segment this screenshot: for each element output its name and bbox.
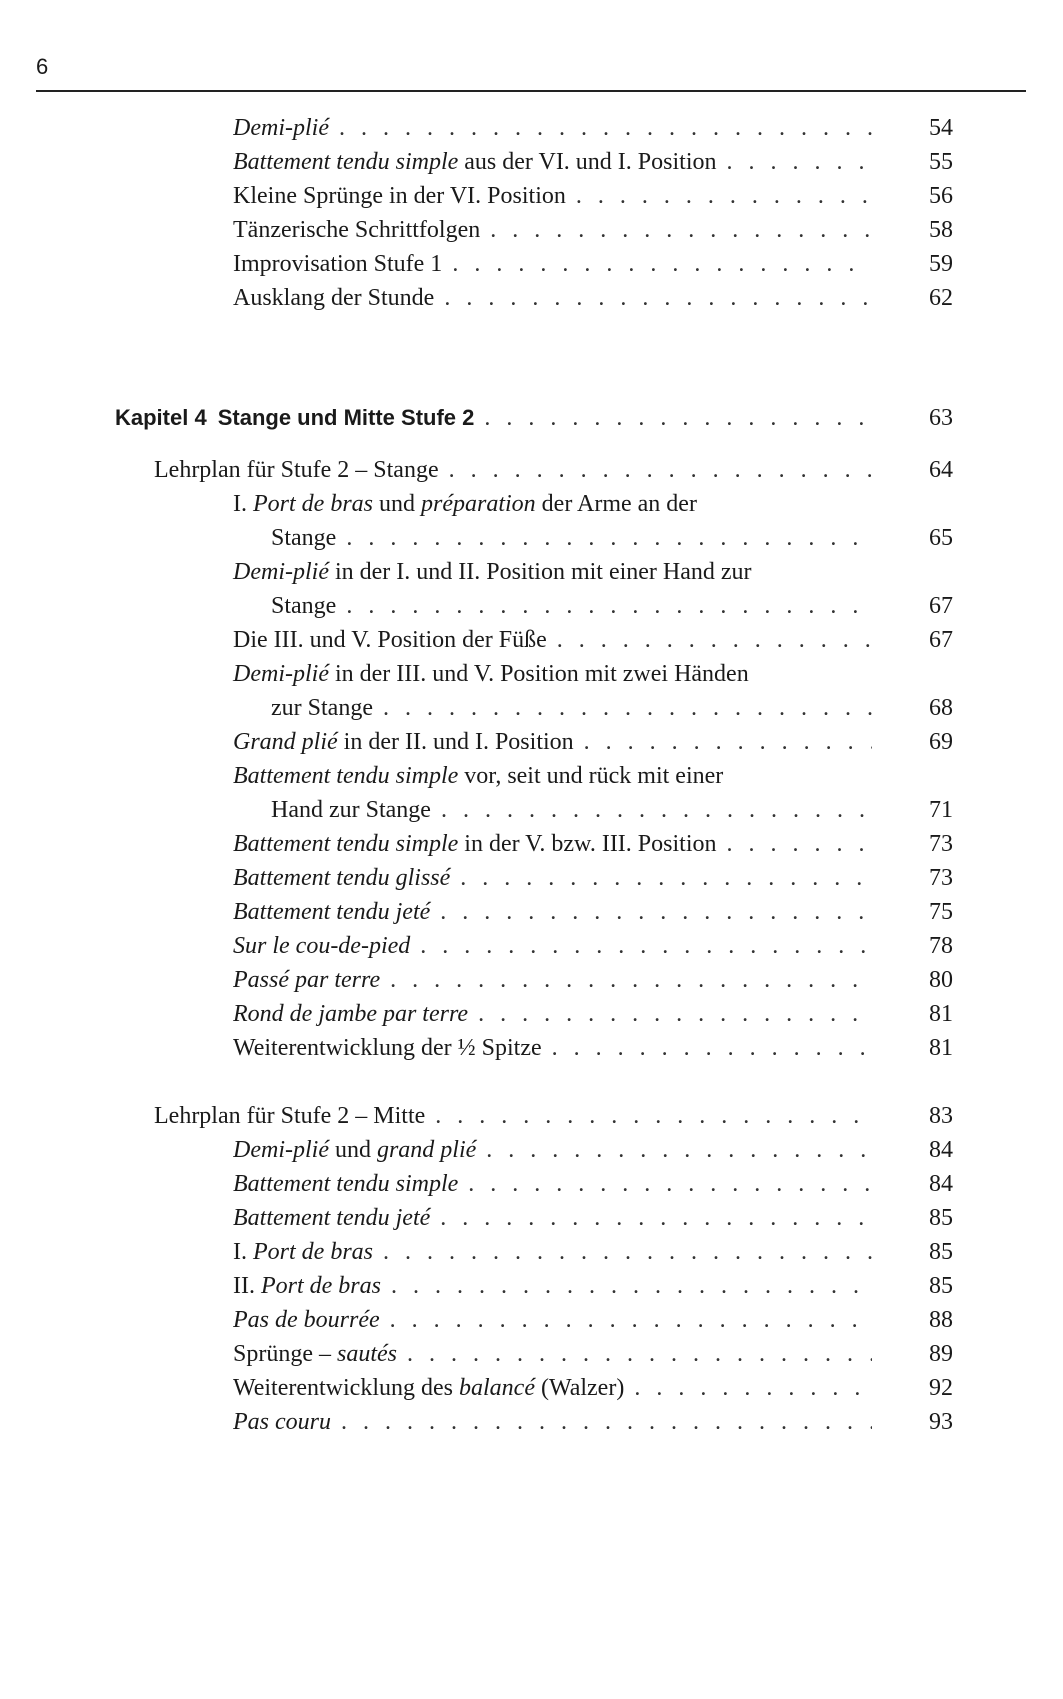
page-ref: 84 (929, 1171, 953, 1197)
page-ref: 58 (929, 217, 953, 243)
page-ref: 65 (929, 525, 953, 551)
leader-dots (478, 996, 872, 1032)
leader-dots (391, 1268, 872, 1304)
leader-dots (584, 724, 872, 760)
toc-entry[interactable]: Stange . . . 65 (0, 520, 1063, 556)
leader-dots (435, 1098, 872, 1134)
page-ref: 62 (929, 285, 953, 311)
leader-dots (390, 962, 872, 998)
leader-dots (420, 928, 872, 964)
leader-dots (490, 212, 872, 248)
toc-entry[interactable]: Battement tendu glissé . . . 73 (0, 860, 1063, 896)
page-ref: 73 (929, 865, 953, 891)
page-ref: 71 (929, 797, 953, 823)
page-ref: 84 (929, 1137, 953, 1163)
page-ref: 69 (929, 729, 953, 755)
leader-dots (576, 178, 872, 214)
toc-entry[interactable]: Stange . . . 67 (0, 588, 1063, 624)
toc-entry[interactable]: Grand plié in der II. und I. Position . . . 69 (0, 724, 1063, 760)
leader-dots (383, 690, 872, 726)
page-ref: 55 (929, 149, 953, 175)
leader-dots (468, 1166, 872, 1202)
leader-dots (346, 520, 872, 556)
leader-dots (727, 826, 873, 862)
page-ref: 67 (929, 627, 953, 653)
page-ref: 89 (929, 1341, 953, 1367)
toc-entry-line: Demi-plié in der I. und II. Position mit einer Hand zur (233, 559, 752, 585)
leader-dots (341, 1404, 872, 1440)
page-ref: 59 (929, 251, 953, 277)
page-ref: 63 (929, 405, 953, 431)
leader-dots (634, 1370, 872, 1406)
toc-entry[interactable]: Demi-plié und grand plié . . . 84 (0, 1132, 1063, 1168)
toc-entry[interactable]: Improvisation Stufe 1 . . . 59 (0, 246, 1063, 282)
toc-entry[interactable]: II. Port de bras . . . 85 (0, 1268, 1063, 1304)
toc-entry[interactable]: Weiterentwicklung der ½ Spitze . . . 81 (0, 1030, 1063, 1066)
chapter-heading[interactable] (0, 400, 1063, 436)
toc-entry[interactable]: zur Stange . . . 68 (0, 690, 1063, 726)
section-heading-mitte[interactable]: Lehrplan für Stufe 2 – Mitte . . . 83 (0, 1098, 1063, 1134)
leader-dots (441, 792, 872, 828)
page-ref: 73 (929, 831, 953, 857)
leader-dots (444, 280, 872, 316)
toc-entry[interactable]: Die III. und V. Position der Füße . . . 67 (0, 622, 1063, 658)
chapter-title: Stange und Mitte Stufe 2 (217, 405, 475, 430)
leader-dots (339, 110, 872, 146)
leader-dots (727, 144, 873, 180)
page-ref: 93 (929, 1409, 953, 1435)
page-ref: 85 (929, 1205, 953, 1231)
leader-dots (452, 246, 872, 282)
leader-dots (390, 1302, 872, 1338)
toc-entry[interactable]: I. Port de bras . . . 85 (0, 1234, 1063, 1270)
toc-entry[interactable]: Pas couru . . . 93 (0, 1404, 1063, 1440)
page-ref: 88 (929, 1307, 953, 1333)
leader-dots (486, 1132, 872, 1168)
page-ref: 78 (929, 933, 953, 959)
leader-dots (383, 1234, 872, 1270)
page-ref: 81 (929, 1035, 953, 1061)
toc-entry[interactable]: Pas de bourrée . . . 88 (0, 1302, 1063, 1338)
toc-entry[interactable]: Battement tendu simple aus der VI. und I. Position . . . 55 (0, 144, 1063, 180)
page-ref: 80 (929, 967, 953, 993)
page-ref: 81 (929, 1001, 953, 1027)
leader-dots (440, 1200, 872, 1236)
toc-entry-line: I. Port de bras und préparation der Arme an der (233, 491, 697, 517)
page-ref: 54 (929, 115, 953, 141)
toc-entry[interactable]: Sprünge – sautés . . . 89 (0, 1336, 1063, 1372)
toc-entry[interactable]: Battement tendu jeté . . . 85 (0, 1200, 1063, 1236)
page-number: 6 (36, 54, 49, 79)
leader-dots (557, 622, 872, 658)
toc-entry[interactable]: Demi-plié . . . 54 (0, 110, 1063, 146)
toc-entry[interactable]: Tänzerische Schrittfolgen . . . 58 (0, 212, 1063, 248)
toc-entry[interactable]: Hand zur Stange . . . 71 (0, 792, 1063, 828)
page-ref: 75 (929, 899, 953, 925)
toc-entry[interactable]: Battement tendu jeté . . . 75 (0, 894, 1063, 930)
leader-dots (460, 860, 872, 896)
toc-entry[interactable]: Ausklang der Stunde . . . 62 (0, 280, 1063, 316)
page-ref: 83 (929, 1103, 953, 1129)
leader-dots (346, 588, 872, 624)
toc-entry[interactable]: Kleine Sprünge in der VI. Position . . . 56 (0, 178, 1063, 214)
page-ref: 68 (929, 695, 953, 721)
toc-entry[interactable]: Battement tendu simple . . . 84 (0, 1166, 1063, 1202)
page-ref: 92 (929, 1375, 953, 1401)
toc-entry[interactable]: Rond de jambe par terre . . . 81 (0, 996, 1063, 1032)
leader-dots (552, 1030, 872, 1066)
page-ref: 56 (929, 183, 953, 209)
toc-entry[interactable]: Battement tendu simple in der V. bzw. III. Position . . . 73 (0, 826, 1063, 862)
leader-dots (449, 452, 872, 488)
leader-dots (407, 1336, 872, 1372)
page-ref: 85 (929, 1273, 953, 1299)
page-ref: 64 (929, 457, 953, 483)
section-heading-stange[interactable]: Lehrplan für Stufe 2 – Stange . . . 64 (0, 452, 1063, 488)
toc-entry-line: Battement tendu simple vor, seit und rück mit einer (233, 763, 724, 789)
page-ref: 85 (929, 1239, 953, 1265)
page-ref: 67 (929, 593, 953, 619)
toc-entry[interactable]: Passé par terre . . . 80 (0, 962, 1063, 998)
toc-entry[interactable]: Sur le cou-de-pied . . . 78 (0, 928, 1063, 964)
header-rule (36, 90, 1026, 92)
leader-dots (440, 894, 872, 930)
toc-entry[interactable]: Weiterentwicklung des balancé (Walzer) . . . 92 (0, 1370, 1063, 1406)
toc-entry-line: Demi-plié in der III. und V. Position mit zwei Händen (233, 661, 749, 687)
chapter-label: Kapitel 4 (115, 405, 207, 430)
leader-dots (484, 400, 872, 436)
